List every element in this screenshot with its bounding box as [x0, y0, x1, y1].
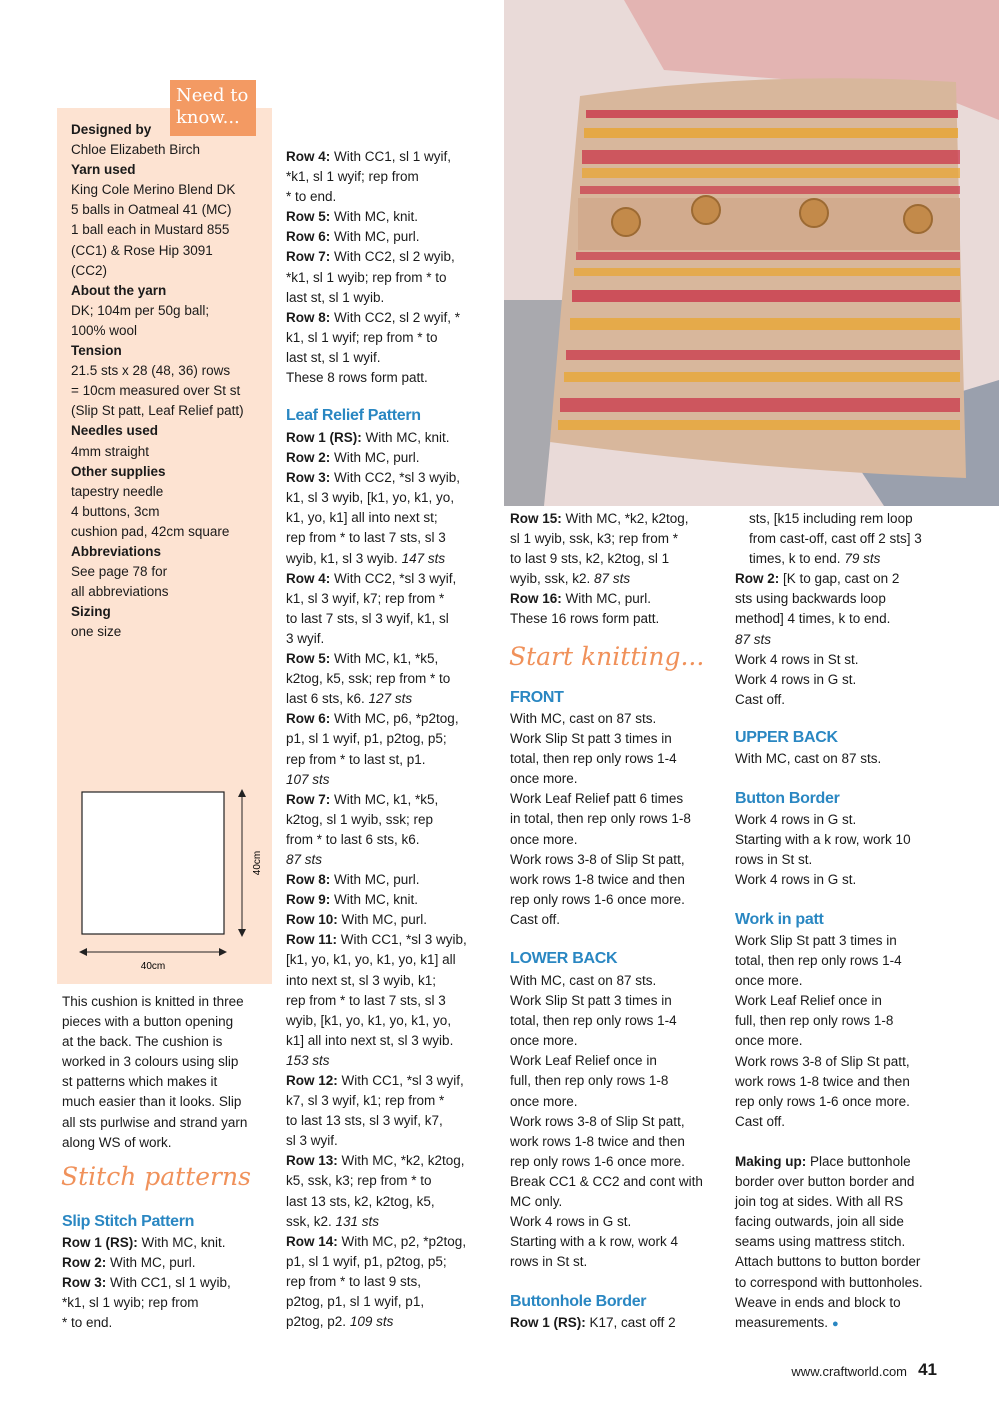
text-line: Work 4 rows in St st. [735, 651, 859, 667]
row-line: Row 8: With MC, purl. [286, 872, 420, 888]
sidebar-heading: Designed by [71, 122, 152, 137]
row-line: k7, sl 3 wyif, k1; rep from * [286, 1093, 445, 1109]
stitch-count: 131 sts [335, 1213, 380, 1229]
row-label: Row 6: [286, 229, 331, 245]
row-line: wyib, k1, sl 3 wyib. 147 sts [286, 550, 446, 566]
row-line: k1] all into next st, sl 3 wyib. [286, 1032, 454, 1048]
row-line: Row 7: With CC2, sl 2 wyib, [286, 249, 455, 265]
pattern-row [286, 930, 501, 1071]
stitch-count: 109 sts [349, 1314, 394, 1330]
leaf-relief-rows-cont [510, 509, 730, 630]
row-line: facing outwards, join all side [735, 1214, 904, 1230]
text-line: Work Slip St patt 3 times in [735, 933, 897, 948]
row-line: rep from * to last 9 sts, [286, 1273, 422, 1289]
upper-back-title: UPPER BACK [735, 729, 838, 746]
text-line: See page 78 for [71, 564, 168, 580]
text-line: once more. [510, 771, 578, 787]
row-line: sts using backwards loop [735, 591, 886, 607]
text-line: full, then rep only rows 1-8 [510, 1073, 669, 1089]
knit-stripes [558, 110, 960, 430]
row-label: Row 7: [286, 791, 331, 807]
row-line: *k1, sl 1 wyif; rep from [286, 169, 419, 185]
row-label: Row 4: [286, 149, 331, 164]
pattern-row [286, 1151, 501, 1231]
row-line: p1, sl 1 wyif, p1, p2tog, p5; [286, 731, 447, 747]
pattern-row [286, 428, 501, 448]
sidebar-heading: Sizing [71, 604, 111, 620]
row-line: wyib, [k1, yo, k1, yo, k1, yo, [286, 1012, 452, 1028]
lower-back-instructions [510, 971, 730, 1272]
stitch-count: 87 sts [735, 631, 772, 647]
text-line: 1 ball each in Mustard 855 [71, 222, 230, 238]
text-line: (Slip St patt, Leaf Relief patt) [71, 403, 244, 419]
text-line: total, then rep only rows 1-4 [735, 953, 902, 969]
row-line: k2tog, sl 1 wyib, ssk; rep [286, 811, 434, 827]
text-line: Work Slip St patt 3 times in [510, 993, 672, 1009]
pattern-row [510, 589, 730, 609]
row-line: rep from * to last 7 sts, sl 3 [286, 530, 446, 546]
row-line: Row 4: With CC2, *sl 3 wyif, [286, 570, 457, 586]
row-label: Row 3: [286, 470, 331, 486]
stitch-count: 153 sts [286, 1052, 330, 1068]
row-line: border over button border and [735, 1174, 915, 1190]
buttonhole-rows-cont [735, 509, 955, 710]
row-continuation [735, 509, 955, 569]
pattern-row [62, 1253, 277, 1273]
pattern-row [286, 1232, 501, 1332]
text-line: rows in St st. [510, 1254, 588, 1270]
row-label: Row 2: [62, 1255, 107, 1271]
row-line: Row 2: [K to gap, cast on 2 [735, 571, 900, 587]
row-line: k1, yo, k1] all into next st; [286, 510, 438, 526]
stitch-count: 147 sts [401, 550, 446, 566]
slip-stitch-rows-cont [286, 147, 496, 388]
row-line: Row 2: With MC, purl. [62, 1255, 196, 1271]
text-line: Work Slip St patt 3 times in [510, 731, 672, 747]
text-line: DK; 104m per 50g ball; [71, 302, 210, 318]
stitch-count: 87 sts [594, 571, 631, 587]
text-line: once more. [510, 1033, 578, 1049]
pattern-row [286, 207, 496, 227]
text-line: 4 buttons, 3cm [71, 503, 160, 519]
pattern-row [286, 308, 496, 368]
row-label: Row 12: [286, 1073, 338, 1088]
pattern-row [286, 147, 496, 207]
row-line: to last 9 sts, k2, k2tog, sl 1 [510, 551, 670, 567]
pattern-row [286, 448, 501, 468]
text-line: full, then rep only rows 1-8 [735, 1013, 894, 1029]
text-line: much easier than it looks. Slip [62, 1094, 242, 1110]
text-line: all sts purlwise and strand yarn [62, 1114, 248, 1130]
sidebar-heading: Other supplies [71, 463, 166, 479]
text-line: Work rows 3-8 of Slip St patt, [510, 851, 685, 867]
row-line: p1, sl 1 wyif, p1, p2tog, p5; [286, 1253, 447, 1269]
upper-back-instructions [735, 749, 955, 769]
row-line: Row 12: With CC1, *sl 3 wyif, [286, 1073, 464, 1088]
pattern-row [286, 709, 501, 789]
text-line: Cast off. [735, 1113, 786, 1129]
row-line: [k1, yo, k1, yo, k1, yo, k1] all [286, 952, 456, 968]
text-line: King Cole Merino Blend DK [71, 182, 236, 198]
row-line: Making up: Place buttonhole [735, 1154, 911, 1169]
row-line: seams using mattress stitch. [735, 1234, 906, 1250]
stitch-count: 107 sts [286, 771, 330, 787]
text-line: With MC, cast on 87 sts. [510, 711, 657, 726]
need-to-know-badge: Need to know... [170, 80, 256, 136]
row-line: from cast-off, cast off 2 sts] 3 [749, 531, 922, 547]
text-line: Cast off. [510, 911, 561, 927]
row-line: Row 6: With MC, p6, *p2tog, [286, 711, 459, 727]
row-line: p2tog, p2. 109 sts [286, 1314, 394, 1330]
row-line: measurements. ● [735, 1314, 839, 1330]
text-line: Break CC1 & CC2 and cont with [510, 1173, 703, 1189]
text-line: 21.5 sts x 28 (48, 36) rows [71, 363, 231, 379]
buttonhole-border-title: Buttonhole Border [510, 1293, 647, 1310]
row-line: Row 5: With MC, k1, *k5, [286, 651, 439, 667]
row-line: Row 4: With CC1, sl 1 wyif, [286, 149, 452, 164]
pattern-row [286, 649, 501, 709]
slip-stitch-title: Slip Stitch Pattern [62, 1213, 195, 1230]
footer-url[interactable]: www.craftworld.com [791, 1364, 907, 1379]
text-line: Work 4 rows in G st. [735, 812, 857, 827]
text-line: Starting with a k row, work 4 [510, 1234, 679, 1250]
row-label: Row 2: [286, 450, 331, 466]
pattern-row [286, 870, 501, 890]
row-line: k5, ssk, k3; rep from * to [286, 1173, 432, 1189]
sidebar-text [71, 120, 271, 642]
text-line: once more. [735, 1033, 803, 1049]
row-line: method] 4 times, k to end. [735, 611, 891, 627]
text-line: once more. [735, 973, 803, 989]
row-label: Row 13: [286, 1153, 338, 1169]
pattern-row [286, 247, 496, 307]
row-line: last 13 sts, k2, k2tog, k5, [286, 1193, 435, 1209]
text-line: at the back. The cushion is [62, 1034, 223, 1050]
slip-stitch-rows [62, 1233, 277, 1333]
text-line: = 10cm measured over St st [71, 383, 241, 399]
width-label: 40cm [140, 961, 166, 972]
row-line: ssk, k2. 131 sts [286, 1213, 380, 1229]
row-line: times, k to end. 79 sts [749, 551, 881, 567]
pattern-row [62, 1273, 277, 1333]
row-line: k2tog, k5, ssk; rep from * to [286, 671, 451, 687]
text-line: Work 4 rows in G st. [510, 1214, 632, 1230]
leaf-relief-title: Leaf Relief Pattern [286, 407, 421, 424]
text-line: Chloe Elizabeth Birch [71, 142, 201, 158]
text-line: MC only. [510, 1194, 563, 1210]
row-line: Row 14: With MC, p2, *p2tog, [286, 1233, 467, 1249]
text-line: work rows 1-8 twice and then [735, 1073, 910, 1089]
row-line: p2tog, p1, sl 1 wyif, p1, [286, 1294, 425, 1310]
sidebar-heading: Yarn used [71, 162, 136, 178]
row-label: Row 5: [286, 209, 331, 225]
row-label: Row 15: [510, 511, 562, 526]
text-line: work rows 1-8 twice and then [510, 1133, 685, 1149]
text-line: Cast off. [735, 691, 786, 707]
sidebar-heading: Tension [71, 343, 122, 359]
stitch-count: 127 sts [368, 691, 413, 707]
row-line: Weave in ends and block to [735, 1294, 901, 1310]
row-label: Row 1 (RS): [286, 430, 362, 445]
button-border-instructions [735, 810, 955, 890]
pattern-row [286, 227, 496, 247]
row-line: last 6 sts, k6. 127 sts [286, 691, 413, 707]
row-line: from * to last 6 sts, k6. [286, 831, 420, 847]
row-line: to last 13 sts, sl 3 wyif, k7, [286, 1113, 443, 1129]
buttonhole-row-1: Row 1 (RS): K17, cast off 2 [510, 1315, 676, 1330]
pattern-row [286, 890, 501, 910]
row-label: Row 8: [286, 309, 331, 325]
text-line: Starting with a k row, work 10 [735, 832, 911, 848]
stitch-patterns-title: Stitch patterns [61, 1162, 251, 1191]
row-line: * to end. [62, 1315, 113, 1331]
text-line: Work rows 3-8 of Slip St patt, [510, 1113, 685, 1129]
row-line: Row 6: With MC, purl. [286, 229, 420, 245]
pattern-note: These 8 rows form patt. [286, 370, 428, 386]
row-line: last st, sl 1 wyib. [286, 289, 385, 305]
row-line: 3 wyif. [286, 630, 325, 646]
text-line: (CC2) [71, 262, 107, 278]
pattern-row [735, 569, 955, 649]
text-line: rep only rows 1-6 once more. [735, 1093, 910, 1109]
text-line: With MC, cast on 87 sts. [510, 973, 657, 988]
row-label: Row 5: [286, 651, 331, 667]
row-line: sl 1 wyib, ssk, k3; rep from * [510, 531, 679, 547]
text-line: Work 4 rows in G st. [735, 671, 857, 687]
row-line: k1, sl 3 wyif, k7; rep from * [286, 590, 445, 606]
sidebar-heading: Needles used [71, 423, 159, 439]
stitch-count: 79 sts [844, 551, 881, 567]
text-line: (CC1) & Rose Hip 3091 [71, 242, 213, 258]
text-line: 5 balls in Oatmeal 41 (MC) [71, 202, 232, 218]
row-line: Row 1 (RS): With MC, knit. [62, 1235, 226, 1250]
row-label: Row 8: [286, 872, 331, 888]
row-line: *k1, sl 1 wyib; rep from [62, 1295, 199, 1311]
text-line: in total, then rep only rows 1-8 [510, 811, 691, 827]
row-label: Row 16: [510, 591, 562, 607]
row-line: to last 7 sts, sl 3 wyif, k1, sl [286, 610, 449, 626]
pattern-note: These 16 rows form patt. [510, 611, 660, 627]
row-label: Row 9: [286, 892, 331, 908]
row-line: Row 7: With MC, k1, *k5, [286, 791, 439, 807]
row-line: Row 3: With CC2, *sl 3 wyib, [286, 470, 461, 486]
front-instructions [510, 709, 730, 930]
row-label: Row 11: [286, 932, 338, 948]
text-line: Work 4 rows in G st. [735, 872, 857, 888]
row-line: Attach buttons to button border [735, 1254, 921, 1270]
text-line: With MC, cast on 87 sts. [735, 751, 882, 766]
text-line: along WS of work. [62, 1134, 172, 1150]
text-line: tapestry needle [71, 483, 164, 499]
row-line: * to end. [286, 189, 337, 205]
row-line: sts, [k15 including rem loop [749, 511, 913, 526]
row-line: Row 16: With MC, purl. [510, 591, 652, 607]
pattern-row [62, 1233, 277, 1253]
pattern-row [286, 1071, 501, 1151]
row-label: Row 14: [286, 1233, 338, 1249]
pattern-row [286, 910, 501, 930]
text-line: rows in St st. [735, 852, 813, 868]
row-line: k1, sl 3 wyib, [k1, yo, k1, yo, [286, 490, 455, 506]
text-line: pieces with a button opening [62, 1014, 234, 1030]
front-title: FRONT [510, 689, 564, 706]
page-number: 41 [918, 1360, 937, 1379]
text-line: total, then rep only rows 1-4 [510, 751, 677, 767]
row-line: *k1, sl 1 wyib; rep from * to [286, 269, 447, 285]
text-line: Work Leaf Relief once in [510, 1053, 657, 1069]
making-up-instructions [735, 1152, 955, 1334]
intro-paragraph [62, 992, 272, 1153]
row-line: Row 9: With MC, knit. [286, 892, 419, 908]
work-in-patt-instructions [735, 931, 955, 1132]
row-line [286, 850, 501, 870]
lower-back-title: LOWER BACK [510, 950, 618, 967]
row-line: last st, sl 1 wyif. [286, 349, 381, 365]
sidebar-heading: About the yarn [71, 282, 167, 298]
pattern-row [286, 569, 501, 649]
row-line: rep from * to last st, p1. [286, 751, 426, 767]
height-label: 40cm [252, 850, 263, 876]
row-label: Row 4: [286, 570, 331, 586]
text-line: cushion pad, 42cm square [71, 523, 230, 539]
row-line: k1, sl 1 wyif; rep from * to [286, 329, 438, 345]
row-line: Row 13: With MC, *k2, k2tog, [286, 1153, 465, 1169]
text-line: work rows 1-8 twice and then [510, 871, 685, 887]
text-line: rep only rows 1-6 once more. [510, 891, 685, 907]
row-line [735, 630, 955, 650]
text-line: all abbreviations [71, 584, 169, 600]
row-label: Row 2: [735, 571, 780, 587]
text-line: This cushion is knitted in three [62, 994, 244, 1009]
pattern-row [286, 790, 501, 870]
text-line: 100% wool [71, 322, 138, 338]
row-label: Row 7: [286, 249, 331, 265]
end-mark-icon: ● [832, 1317, 839, 1330]
row-line: wyib, ssk, k2. 87 sts [510, 571, 631, 587]
row-line: into next st, sl 3 wyib, k1; [286, 972, 437, 988]
row-line: Row 5: With MC, knit. [286, 209, 419, 225]
text-line: worked in 3 colours using slip [62, 1054, 239, 1070]
row-label: Row 6: [286, 711, 331, 727]
stitch-count: 87 sts [286, 851, 323, 867]
text-line: once more. [510, 1093, 578, 1109]
cushion-square [82, 792, 224, 934]
row-label: Row 1 (RS): [62, 1235, 138, 1250]
row-line: Row 8: With CC2, sl 2 wyif, * [286, 309, 461, 325]
text-line: one size [71, 624, 122, 640]
row-line: join tog at sides. With all RS [735, 1194, 904, 1210]
row-line: Row 3: With CC1, sl 1 wyib, [62, 1275, 231, 1291]
row-line [286, 1051, 501, 1071]
making-up-label: Making up: [735, 1154, 807, 1169]
row-line: rep from * to last 7 sts, sl 3 [286, 992, 446, 1008]
text-line: Work rows 3-8 of Slip St patt, [735, 1053, 910, 1069]
row-label: Row 10: [286, 912, 338, 928]
button-border-title: Button Border [735, 790, 840, 807]
pattern-row [510, 509, 730, 589]
text-line: total, then rep only rows 1-4 [510, 1013, 677, 1029]
size-diagram [70, 780, 270, 980]
leaf-relief-rows [286, 428, 501, 1332]
work-in-patt-title: Work in patt [735, 911, 824, 928]
row-line: to correspond with buttonholes. [735, 1274, 923, 1290]
text-line: rep only rows 1-6 once more. [510, 1153, 685, 1169]
text-line: st patterns which makes it [62, 1074, 218, 1090]
row-line: sl 3 wyif. [286, 1133, 338, 1149]
row-line: Row 11: With CC1, *sl 3 wyib, [286, 932, 467, 948]
text-line: 4mm straight [71, 443, 150, 459]
row-line: Row 2: With MC, purl. [286, 450, 420, 466]
text-line: once more. [510, 831, 578, 847]
row-label: Row 3: [62, 1275, 107, 1291]
row-line [286, 770, 501, 790]
pattern-row [286, 468, 501, 568]
sidebar-heading: Abbreviations [71, 543, 162, 559]
cushion-photo [504, 0, 999, 506]
row-line: Row 1 (RS): With MC, knit. [286, 430, 450, 445]
row-line: Row 10: With MC, purl. [286, 912, 428, 928]
start-knitting-title: Start knitting... [509, 642, 705, 671]
cushion [550, 78, 966, 478]
text-line: Work Leaf Relief once in [735, 993, 882, 1009]
row-line: Row 15: With MC, *k2, k2tog, [510, 511, 689, 526]
text-line: Work Leaf Relief patt 6 times [510, 791, 684, 807]
